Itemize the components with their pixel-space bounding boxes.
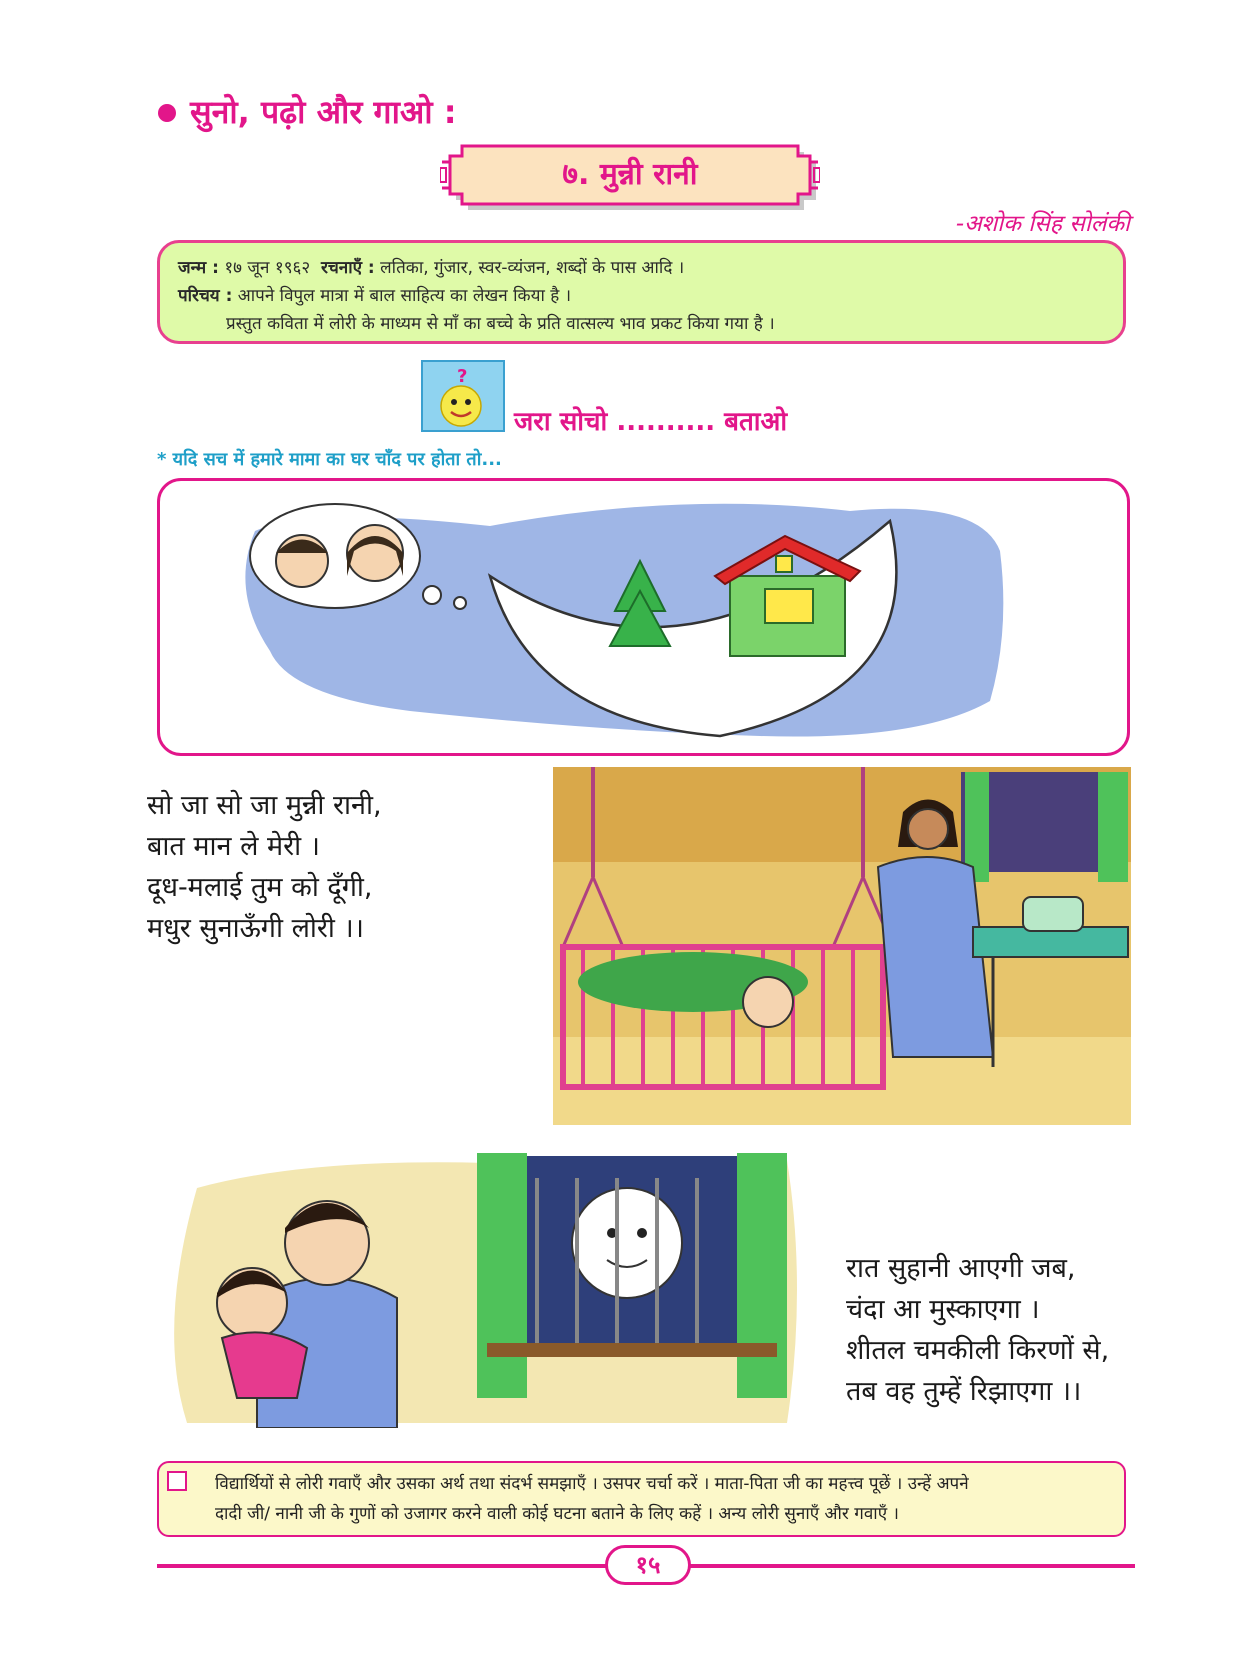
window-moon-illustration [157,1148,807,1428]
stanza2-line-1: रात सुहानी आएगी जब, [846,1253,1076,1284]
cradle-illustration [553,767,1131,1125]
think-question: * यदि सच में हमारे मामा का घर चाँद पर होता तो... [157,449,502,470]
stanza2-line-3: शीतल चमकीली किरणों से, [846,1335,1110,1366]
page-number: १५ [605,1545,691,1585]
works-value: लतिका, गुंजार, स्वर-व्यंजन, शब्दों के पास आदि । [380,258,685,278]
info-line-intro [178,283,571,306]
think-heading: जरा सोचो .......... बताओ [514,407,788,437]
bullet-dot-icon [158,104,176,122]
stanza1-line-1: सो जा सो जा मुन्नी रानी, [147,790,382,821]
thinking-face-icon [421,360,505,432]
birth-value: १७ जून १९६२ [224,258,311,278]
section-heading: सुनो, पढ़ो और गाओ : [190,93,457,131]
poet-info-box [157,240,1126,344]
stanza2-line-2: चंदा आ मुस्काएगा । [846,1294,1040,1325]
stanza1-line-3: दूध-मलाई तुम को दूँगी, [147,872,373,903]
author-name: -अशोक सिंह सोलंकी [955,211,1130,237]
note-line-1: विद्यार्थियों से लोरी गवाएँ और उसका अर्थ तथा संदर्भ समझाएँ । उसपर चर्चा करें । माता-पिता जी का महत्त्व पूछें । उन्हें अपने [215,1474,969,1494]
info-summary: प्रस्तुत कविता में लोरी के माध्यम से माँ का बच्चे के प्रति वात्सल्य भाव प्रकट किया गया है । [226,314,775,334]
poem-stanza-1 [147,785,382,949]
stanza1-line-4: मधुर सुनाऊँगी लोरी ।। [147,913,364,944]
works-label: रचनाएँ : [321,258,375,278]
birth-label: जन्म : [178,258,219,278]
checkbox-icon [167,1471,187,1491]
note-line-2: दादी जी/ नानी जी के गुणों को उजागर करने वाली कोई घटना बताने के लिए कहें । अन्य लोरी सुनाएँ और गवाएँ । [215,1504,899,1524]
stanza2-line-4: तब वह तुम्हें रिझाएगा ।। [846,1376,1082,1407]
teacher-note-box [157,1461,1126,1537]
poem-stanza-2 [846,1248,1109,1412]
stanza1-line-2: बात मान ले मेरी । [147,831,320,862]
lesson-title-plaque [440,140,820,210]
moon-house-illustration [157,478,1130,756]
intro-label: परिचय : [178,286,233,306]
intro-value: आपने विपुल मात्रा में बाल साहित्य का लेखन किया है । [237,286,572,306]
lesson-title: ७. मुन्नी रानी [562,157,698,192]
svg-text:?: ? [457,366,468,387]
info-line-birth [178,255,684,278]
